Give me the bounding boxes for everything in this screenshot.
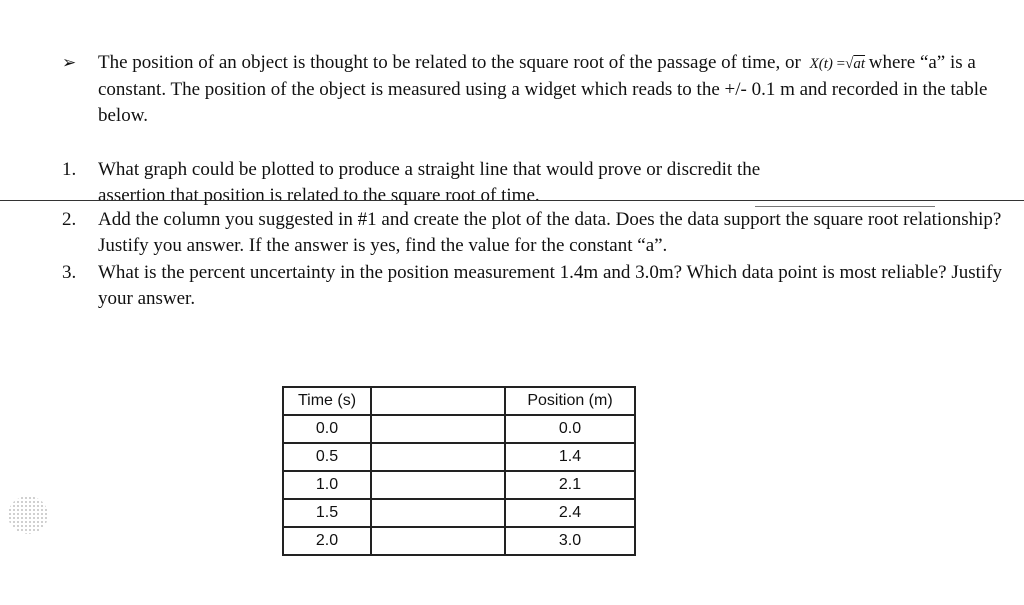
cell-position: 2.1 xyxy=(505,471,635,499)
table-row xyxy=(283,527,635,555)
cell-time: 2.0 xyxy=(283,527,371,555)
data-table xyxy=(282,386,636,556)
cell-time: 0.0 xyxy=(283,415,371,443)
cell-time: 0.5 xyxy=(283,443,371,471)
formula-equals: = xyxy=(836,56,846,72)
cell-empty xyxy=(371,443,505,471)
header-empty xyxy=(371,387,505,415)
cell-empty xyxy=(371,415,505,443)
scan-speckle xyxy=(8,496,48,534)
intro-text xyxy=(98,50,1008,129)
horizontal-rule xyxy=(0,200,1024,201)
header-time: Time (s) xyxy=(283,387,371,415)
cell-empty xyxy=(371,527,505,555)
intro-continuation: where “a” is a constant. The position of the object is measured using a widget which reads to the +/- 0.1 m and recorded in the table below. xyxy=(98,52,988,126)
table-header-row xyxy=(283,387,635,415)
cell-position: 1.4 xyxy=(505,443,635,471)
question-number: 1. xyxy=(62,159,77,180)
formula-lhs: X(t) xyxy=(809,56,833,72)
radical-icon: √ xyxy=(845,56,854,72)
question-text: What is the percent uncertainty in the position measurement 1.4m and 3.0m? Which data point is most reliable? Justify your answer. xyxy=(98,262,1003,309)
table-row xyxy=(283,415,635,443)
cell-position: 3.0 xyxy=(505,527,635,555)
cell-position: 0.0 xyxy=(505,415,635,443)
formula-radicand: at xyxy=(853,56,866,72)
question-number: 3. xyxy=(62,262,77,283)
question-text: Add the column you suggested in #1 and create the plot of the data. Does the data support the square root relationship? Justify you answer. If the answer is yes, find the value for the constant “a”. xyxy=(98,209,1002,256)
cell-time: 1.0 xyxy=(283,471,371,499)
cell-empty xyxy=(371,499,505,527)
formula xyxy=(810,56,869,72)
intro-sentence: The position of an object is thought to be related to the square root of the passage of time, or xyxy=(98,52,801,73)
cell-empty xyxy=(371,471,505,499)
question-text: What graph could be plotted to produce a straight line that would prove or discredit the assertion that position is related to the square root of time. xyxy=(98,159,761,206)
table-row xyxy=(283,499,635,527)
arrow-bullet-icon: ➢ xyxy=(62,53,77,73)
table-row xyxy=(283,471,635,499)
header-position: Position (m) xyxy=(505,387,635,415)
table-row xyxy=(283,443,635,471)
cell-position: 2.4 xyxy=(505,499,635,527)
cell-time: 1.5 xyxy=(283,499,371,527)
question-number: 2. xyxy=(62,209,77,230)
